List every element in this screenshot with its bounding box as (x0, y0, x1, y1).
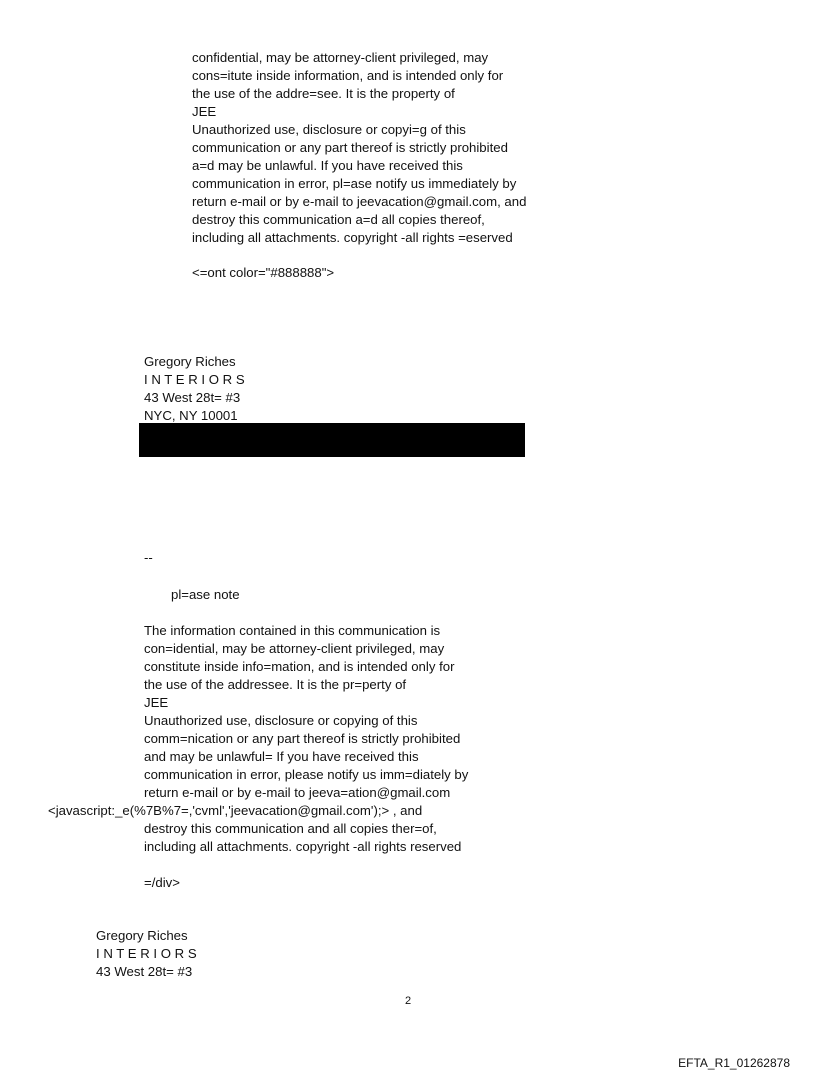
separator: -- (144, 550, 153, 565)
disclaimer-2-line: the use of the addressee. It is the pr=perty of (144, 677, 407, 692)
signature-city: NYC, NY 10001 (144, 408, 238, 423)
disclaimer-2-line: communication in error, please notify us imm=diately by (144, 767, 469, 782)
disclaimer-2-line: con=idential, may be attorney-client privileged, may (144, 641, 445, 656)
disclaimer-1-line: JEE (192, 104, 217, 119)
disclaimer-2-line: destroy this communication and all copies ther=of, (144, 821, 437, 836)
page-number: 2 (404, 995, 412, 1007)
disclaimer-1-line: communication in error, pl=ase notify us immediately by (192, 176, 517, 191)
signature-company: I N T E R I O R S (96, 946, 197, 961)
disclaimer-2-line: The information contained in this communication is (144, 623, 441, 638)
disclaimer-2-line: comm=nication or any part thereof is strictly prohibited (144, 731, 461, 746)
disclaimer-1-line: Unauthorized use, disclosure or copyi=g of this (192, 122, 466, 137)
javascript-link-text: <javascript:_e(%7B%7=,'cvml','jeevacation@gmail.com');> , and (48, 803, 423, 818)
document-id: EFTA_R1_01262878 (678, 1056, 790, 1070)
signature-street: 43 West 28t= #3 (144, 390, 241, 405)
disclaimer-2-line: JEE (144, 695, 169, 710)
note-heading: pl=ase note (171, 587, 240, 602)
disclaimer-1-line: cons=itute inside information, and is intended only for (192, 68, 504, 83)
disclaimer-1-line: return e-mail or by e-mail to jeevacation@gmail.com, and (192, 194, 527, 209)
disclaimer-1-line: confidential, may be attorney-client privileged, may (192, 50, 489, 65)
signature-company: I N T E R I O R S (144, 372, 245, 387)
signature-name: Gregory Riches (144, 354, 236, 369)
signature-street: 43 West 28t= #3 (96, 964, 193, 979)
div-tag-text: =/div> (144, 875, 180, 890)
disclaimer-1-line: the use of the addre=see. It is the property of (192, 86, 455, 101)
disclaimer-2-line: and may be unlawful= If you have received this (144, 749, 419, 764)
disclaimer-1-line: communication or any part thereof is strictly prohibited (192, 140, 508, 155)
font-tag-text: <=ont color="#888888"> (192, 265, 335, 280)
disclaimer-2-line: constitute inside info=mation, and is intended only for (144, 659, 455, 674)
disclaimer-1-line: including all attachments. copyright -all rights =eserved (192, 230, 513, 245)
disclaimer-2-line: including all attachments. copyright -all rights reserved (144, 839, 462, 854)
disclaimer-1-line: destroy this communication a=d all copies thereof, (192, 212, 485, 227)
disclaimer-2-line: return e-mail or by e-mail to jeeva=ation@gmail.com (144, 785, 451, 800)
disclaimer-1-line: a=d may be unlawful. If you have received this (192, 158, 463, 173)
disclaimer-2-line: Unauthorized use, disclosure or copying of this (144, 713, 418, 728)
signature-name: Gregory Riches (96, 928, 188, 943)
redaction-bar (139, 423, 525, 457)
